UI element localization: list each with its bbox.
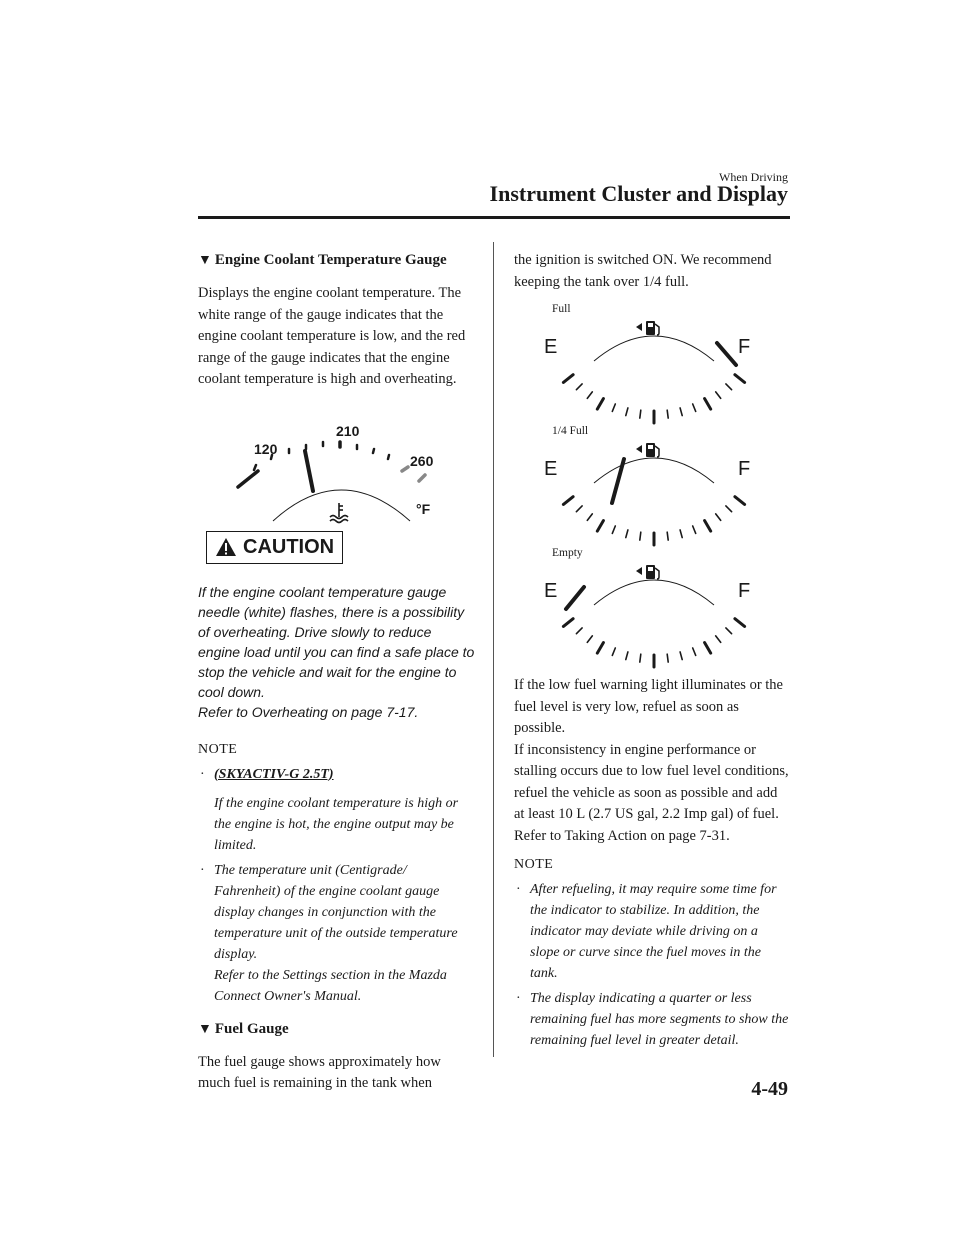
triangle-down-icon: ▼ [198, 253, 212, 268]
fuel-intro-continued: the ignition is switched ON. We recommend keeping the tank over 1/4 full. [514, 252, 772, 290]
header-rule [198, 216, 790, 219]
coolant-heading: ▼ Engine Coolant Temperature Gauge [198, 252, 447, 268]
fuel-tick [626, 408, 628, 416]
fuel-tick [612, 526, 615, 533]
fuel-needle [566, 587, 584, 609]
caution-label: CAUTION [243, 535, 335, 558]
fuel-gauge-figure [514, 547, 790, 669]
list-item: · The temperature unit (Centigrade/ Fahrenheit) of the engine coolant gauge display changes in conjunction with the temperature unit of the outside temperature display. Refer to the Settings section in the Mazda Connect Owner's Manual. [200, 862, 458, 1004]
fuel-dial-arc [594, 580, 714, 605]
fuel-gauge-svg [514, 321, 790, 425]
coolant-needle [305, 451, 313, 491]
fuel-heading: ▼ Fuel Gauge [198, 1020, 289, 1037]
fuel-tick [693, 404, 696, 411]
coolant-tick-label-high: 260 [410, 452, 434, 469]
fuel-empty-letter: E [544, 458, 558, 480]
fuel-gauge-svg [514, 565, 790, 669]
fuel-tick [587, 514, 592, 521]
fuel-paragraph-reference: Refer to Taking Action on page 7-31. [514, 827, 730, 844]
page-number: 4-49 [751, 1078, 788, 1100]
fuel-note-segments: The display indicating a quarter or less remaining fuel has more segments to show the remaining fuel level in greater detail. [530, 991, 789, 1048]
fuel-tick [563, 375, 573, 383]
fuel-tick [705, 399, 711, 410]
fuel-note-list [514, 879, 790, 1051]
fuel-tick [705, 643, 711, 654]
fuel-dial-arc [594, 458, 714, 483]
fuel-tick [716, 514, 721, 521]
coolant-tick-label-low: 120 [254, 440, 278, 457]
caution-label-box [206, 531, 343, 564]
fuel-paragraph-warning: If the low fuel warning light illuminates or the fuel level is very low, refuel as soon as possible. [514, 677, 783, 736]
header-section-label: When Driving [719, 170, 788, 184]
right-column [514, 250, 790, 1055]
fuel-gauge-label: Empty [552, 547, 583, 559]
fuel-tick [563, 497, 573, 505]
triangle-down-icon: ▼ [198, 1021, 212, 1037]
caution-body: If the engine coolant temperature gauge needle (white) flashes, there is a possibility of overheating. Drive slowly to reduce engine load until you can find a safe place to stop the vehicle and wait for the engine to cool down. [198, 583, 475, 700]
coolant-note-label: NOTE [198, 741, 238, 757]
warning-triangle-icon [215, 537, 237, 557]
fuel-tick [705, 521, 711, 532]
fuel-tick [693, 648, 696, 655]
fuel-gauge-figures [514, 303, 790, 669]
fuel-tick [726, 628, 732, 634]
fuel-tick [667, 410, 668, 418]
column-divider [493, 242, 494, 1057]
fuel-tick [597, 399, 603, 410]
fuel-tick [693, 526, 696, 533]
fuel-tick [587, 392, 592, 399]
fuel-tick [680, 530, 682, 538]
fuel-pump-icon [636, 443, 659, 457]
fuel-tick [612, 404, 615, 411]
fuel-tick [626, 530, 628, 538]
note-temperature-unit: The temperature unit (Centigrade/ Fahrenheit) of the engine coolant gauge display changes in conjunction with the temperature unit of the outside temperature display. [214, 862, 458, 962]
list-item: · After refueling, it may require some time for the indicator to stabilize. In addition, the indicator may deviate while driving on a slope or curve since the fuel moves in the tank. [516, 882, 777, 981]
fuel-tick [667, 654, 668, 662]
fuel-tick [716, 392, 721, 399]
fuel-tick [640, 410, 641, 418]
fuel-empty-letter: E [544, 580, 558, 602]
coolant-intro: Displays the engine coolant temperature. The white range of the gauge indicates that the engine coolant temperature is low, and the red range of the gauge indicates that the engine coolant temperature is high and overheating. [198, 285, 466, 387]
fuel-tick [680, 408, 682, 416]
left-column [198, 250, 476, 1095]
fuel-note-refueling: After refueling, it may require some time for the indicator to stabilize. In addition, the indicator may deviate while driving on a slope or curve since the fuel moves in the tank. [530, 882, 777, 981]
note-settings-reference: Refer to the Settings section in the Mazda Connect Owner's Manual. [214, 967, 447, 1004]
fuel-gauge-svg [514, 443, 790, 547]
fuel-tick [576, 628, 582, 634]
coolant-note-list [198, 764, 476, 1007]
fuel-pump-icon [636, 321, 659, 335]
coolant-gauge-figure [198, 409, 476, 527]
fuel-tick [640, 532, 641, 540]
fuel-gauge-figure [514, 303, 790, 425]
fuel-intro: The fuel gauge shows approximately how much fuel is remaining in the tank when [198, 1053, 441, 1091]
list-item: · The display indicating a quarter or less remaining fuel has more segments to show the remaining fuel level in greater detail. [516, 991, 789, 1048]
fuel-tick [576, 506, 582, 512]
fuel-empty-letter: E [544, 336, 558, 358]
coolant-unit-label: °F [416, 500, 431, 517]
fuel-tick [587, 636, 592, 643]
fuel-tick [667, 532, 668, 540]
list-item: · (SKYACTIV-G 2.5T) If the engine coolant temperature is high or the engine is hot, the engine output may be limited. [198, 764, 476, 856]
fuel-note-label: NOTE [514, 857, 554, 872]
fuel-gauge-label: Full [552, 303, 571, 315]
fuel-needle [612, 459, 624, 503]
fuel-tick [735, 497, 745, 505]
fuel-paragraph-stalling: If inconsistency in engine performance or stalling occurs due to low fuel level conditions, refuel the vehicle as soon as possible and add at least 10 L (2.7 US gal, 2.2 Imp gal) of fuel. [514, 741, 789, 822]
fuel-pump-icon [636, 565, 659, 579]
fuel-tick [726, 384, 732, 390]
fuel-full-letter: F [738, 336, 751, 358]
fuel-tick [735, 619, 745, 627]
note-engine-body: If the engine coolant temperature is high or the engine is hot, the engine output may be limited. [214, 795, 459, 853]
fuel-tick [680, 652, 682, 660]
page-title: Instrument Cluster and Display [489, 181, 788, 206]
thermometer-icon [330, 503, 348, 523]
fuel-tick [626, 652, 628, 660]
fuel-tick [597, 521, 603, 532]
fuel-tick [640, 654, 641, 662]
caution-reference: Refer to Overheating on page 7-17. [198, 703, 419, 720]
fuel-tick [576, 384, 582, 390]
fuel-full-letter: F [738, 580, 751, 602]
fuel-tick [612, 648, 615, 655]
fuel-tick [735, 375, 745, 383]
fuel-full-letter: F [738, 458, 751, 480]
fuel-needle [717, 343, 736, 365]
fuel-tick [716, 636, 721, 643]
fuel-tick [597, 643, 603, 654]
fuel-tick [563, 619, 573, 627]
fuel-tick [726, 506, 732, 512]
fuel-dial-arc [594, 336, 714, 361]
fuel-gauge-label: 1/4 Full [552, 425, 589, 437]
note-engine-heading: (SKYACTIV-G 2.5T) [214, 766, 334, 782]
coolant-tick-label-mid: 210 [336, 422, 360, 439]
fuel-gauge-figure [514, 425, 790, 547]
